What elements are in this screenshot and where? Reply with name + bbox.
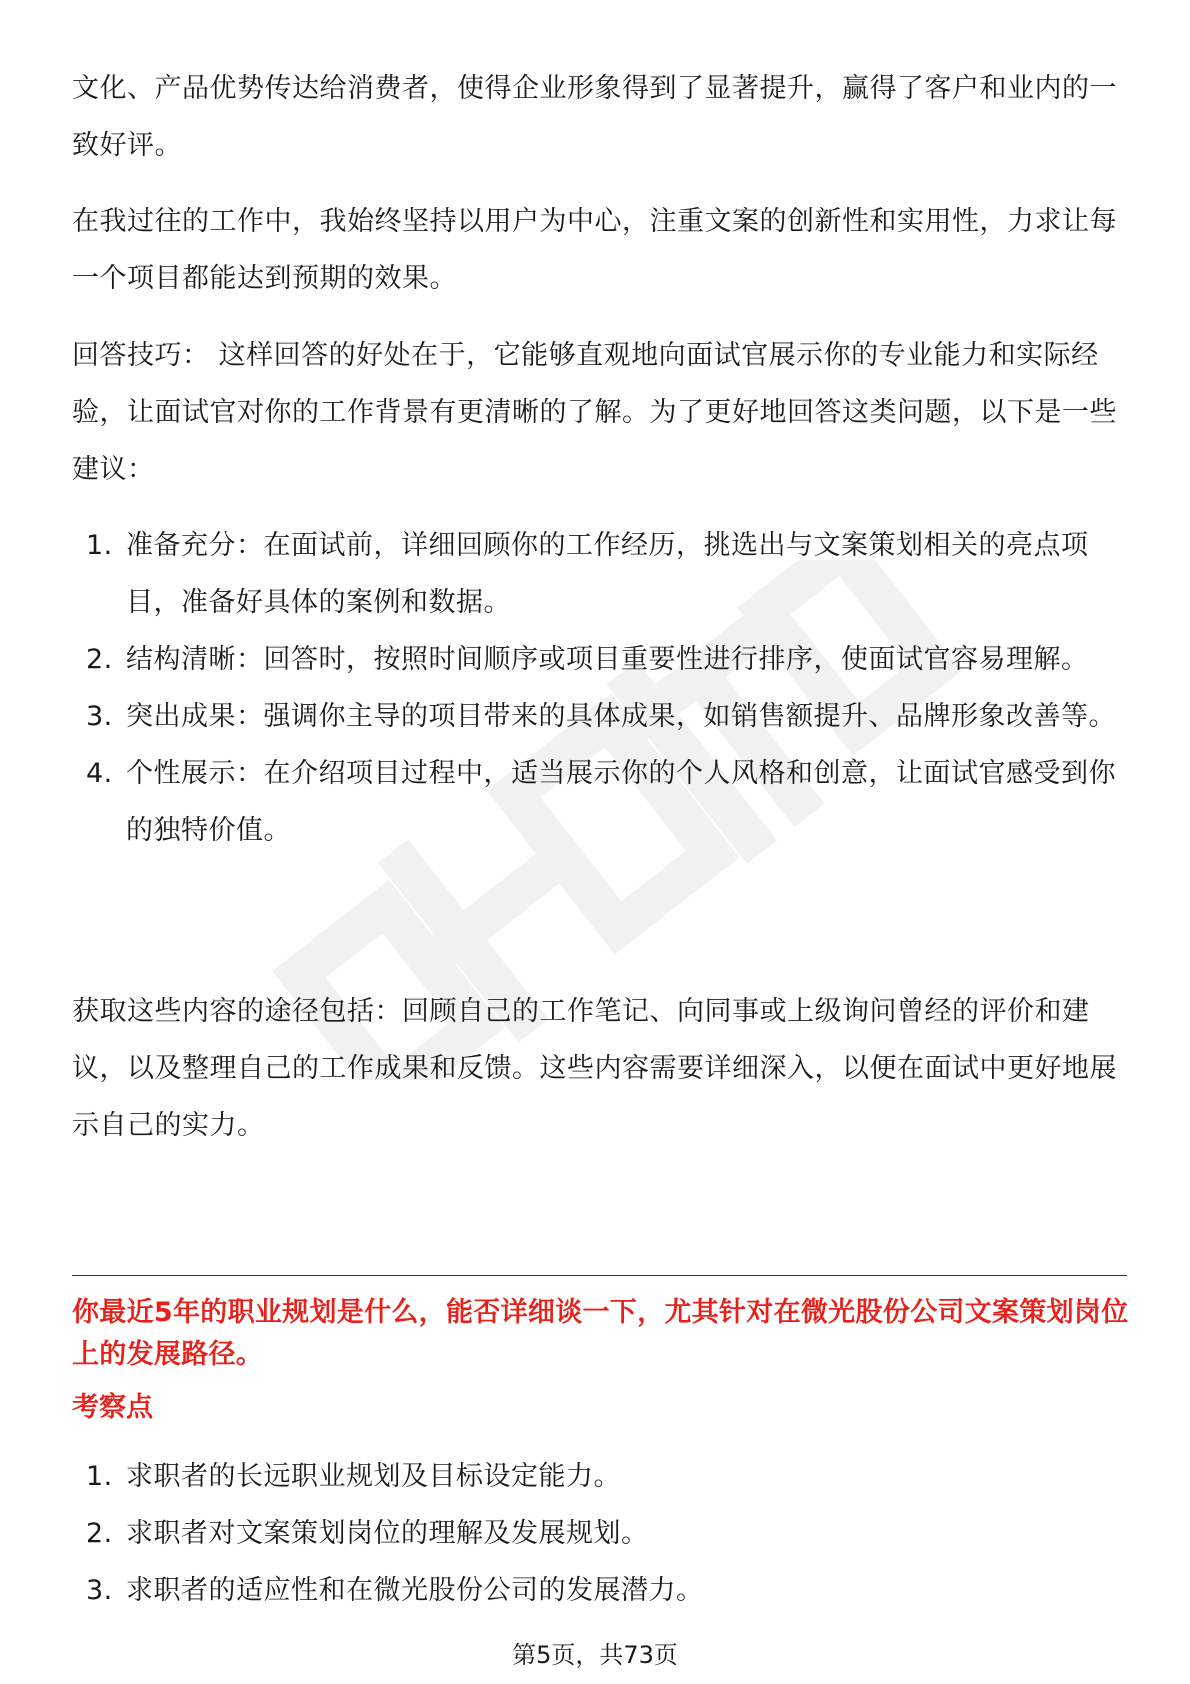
question-heading: 你最近5年的职业规划是什么，能否详细谈一下，尤其针对在微光股份公司文案策划岗位上的发展路径。 <box>72 1297 1129 1370</box>
list-number: 3. <box>86 1575 113 1606</box>
list-number: 3. <box>86 701 113 732</box>
paragraph-sources: 获取这些内容的途径包括：回顾自己的工作笔记、向同事或上级询问曾经的评价和建议，以及整理自己的工作成果和反馈。这些内容需要详细深入，以便在面试中更好地展示自己的实力。 <box>72 996 1117 1141</box>
list-item-text: 求职者的长远职业规划及目标设定能力。 <box>126 1461 621 1492</box>
assessment-points-list <box>72 1448 1132 1619</box>
list-item-text: 个性展示：在介绍项目过程中，适当展示你的个人风格和创意，让面试官感受到你的独特价值。 <box>126 758 1116 846</box>
paragraph-answer-tips: 回答技巧： 这样回答的好处在于，它能够直观地向面试官展示你的专业能力和实际经验，让面试官对你的工作背景有更清晰的了解。为了更好地回答这类问题，以下是一些建议： <box>72 340 1117 485</box>
list-item <box>72 517 1132 631</box>
list-item <box>72 745 1132 859</box>
list-item-text: 求职者对文案策划岗位的理解及发展规划。 <box>126 1518 649 1549</box>
section-divider <box>72 1275 1127 1276</box>
list-number: 1. <box>86 530 113 561</box>
list-item-text: 求职者的适应性和在微光股份公司的发展潜力。 <box>126 1575 704 1606</box>
list-item-text: 突出成果：强调你主导的项目带来的具体成果，如销售额提升、品牌形象改善等。 <box>126 701 1116 732</box>
list-item <box>72 1505 1132 1562</box>
list-item <box>72 631 1132 688</box>
list-number: 2. <box>86 644 113 675</box>
list-item <box>72 1562 1132 1619</box>
list-item <box>72 688 1132 745</box>
tips-list <box>72 517 1132 859</box>
paragraph-intro-continuation: 文化、产品优势传达给消费者，使得企业形象得到了显著提升，赢得了客户和业内的一致好评。 <box>72 73 1117 161</box>
list-item-text: 结构清晰：回答时，按照时间顺序或项目重要性进行排序，使面试官容易理解。 <box>126 644 1089 675</box>
list-item-text: 准备充分：在面试前，详细回顾你的工作经历，挑选出与文案策划相关的亮点项目，准备好具体的案例和数据。 <box>126 530 1089 618</box>
list-number: 2. <box>86 1518 113 1549</box>
section-title: 考察点 <box>72 1392 153 1423</box>
page-footer: 第5页，共73页 <box>512 1641 678 1669</box>
list-item <box>72 1448 1132 1505</box>
paragraph-work-philosophy: 在我过往的工作中，我始终坚持以用户为中心，注重文案的创新性和实用性，力求让每一个项目都能达到预期的效果。 <box>72 206 1117 294</box>
list-number: 4. <box>86 758 113 789</box>
list-number: 1. <box>86 1461 113 1492</box>
